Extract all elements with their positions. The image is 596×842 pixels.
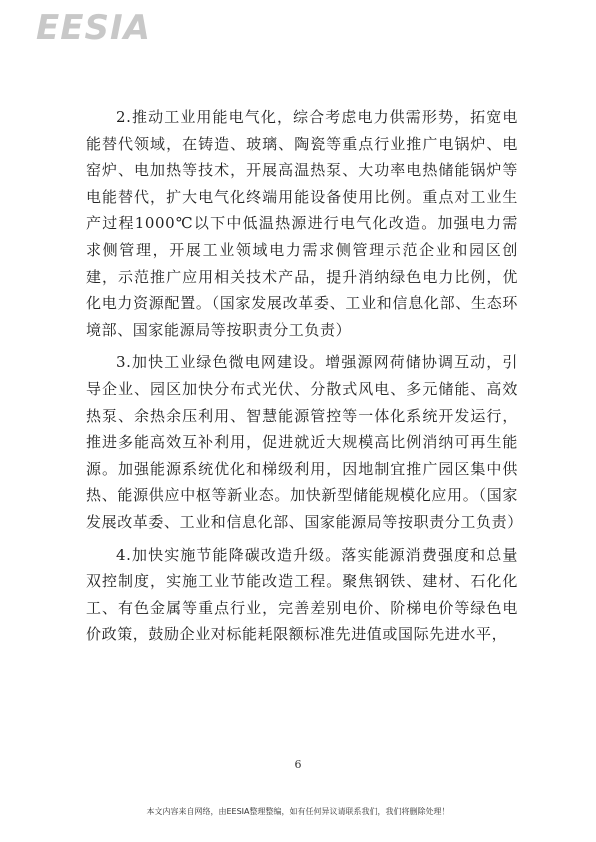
document-body <box>86 104 523 654</box>
page-number: 6 <box>294 758 302 771</box>
paragraph-electrification: 2.推动工业用能电气化，综合考虑电力供需形势，拓宽电能替代领域，在铸造、玻璃、陶瓷等重点行业推广电锅炉、电窑炉、电加热等技术，开展高温热泵、大功率电热储能锅炉等电能替代，扩大电气化终端用能设备使用比例。重点对工业生产过程1000℃以下中低温热源进行电气化改造。加强电力需求侧管理，开展工业领域电力需求侧管理示范企业和园区创建，示范推广应用相关技术产品，提升消纳绿色电力比例，优化电力资源配置。（国家发展改革委、工业和信息化部、生态环境部、国家能源局等按职责分工负责） <box>86 108 518 339</box>
footer-disclaimer: 本文内容来自网络，由EESIA整理整编，如有任何异议请联系我们，我们将删除处理！ <box>146 807 450 816</box>
eesia-logo: EESIA <box>36 8 151 48</box>
paragraph-microgrid: 3.加快工业绿色微电网建设。增强源网荷储协调互动，引导企业、园区加快分布式光伏、分散式风电、多元储能、高效热泵、余热余压利用、智慧能源管控等一体化系统开发运行，推进多能高效互补利用，促进就近大规模高比例消纳可再生能源。加强能源系统优化和梯级利用，因地制宜推广园区集中供热、能源供应中枢等新业态。加快新型储能规模化应用。（国家发展改革委、工业和信息化部、国家能源局等按职责分工负责） <box>86 353 523 531</box>
paragraph-energy-saving: 4.加快实施节能降碳改造升级。落实能源消费强度和总量双控制度，实施工业节能改造工程。聚焦钢铁、建材、石化化工、有色金属等重点行业，完善差别电价、阶梯电价等绿色电价政策，鼓励企业对标能耗限额标准先进值或国际先进水平， <box>86 545 518 644</box>
